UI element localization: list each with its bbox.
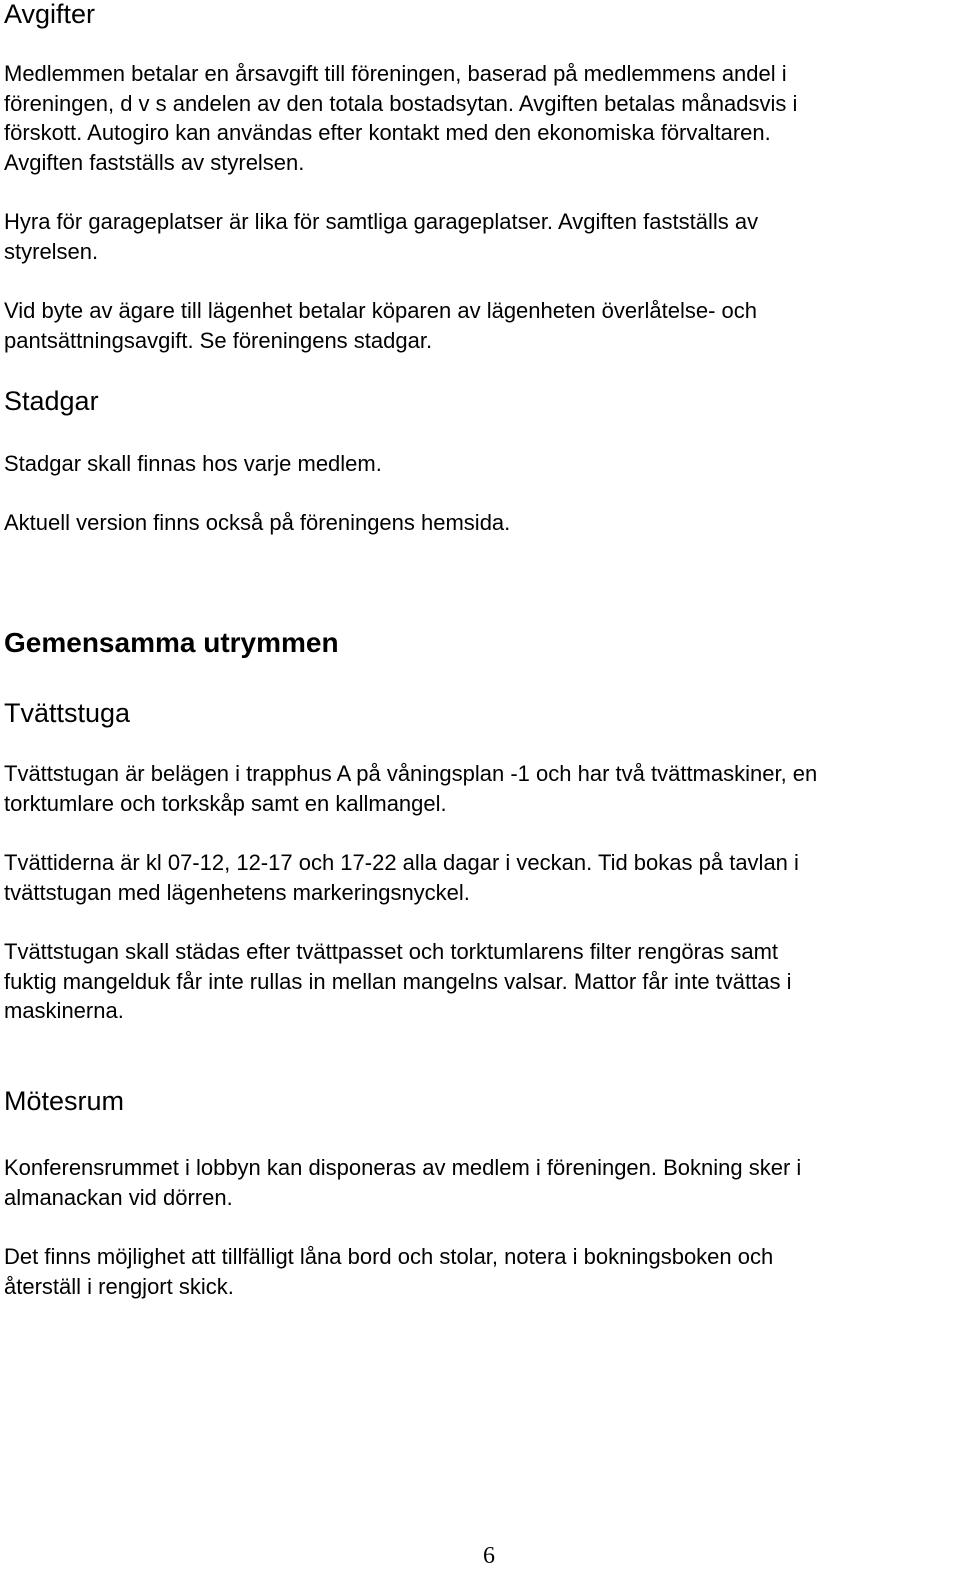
text-line: Vid byte av ägare till lägenhet betalar köparen av lägenheten överlåtelse- och	[4, 298, 757, 323]
text-line: torktumlare och torkskåp samt en kallmangel.	[4, 790, 447, 816]
text-line: återställ i rengjort skick.	[4, 1273, 234, 1299]
text-line: Hyra för garageplatser är lika för samtliga garageplatser. Avgiften fastställs av	[4, 209, 759, 234]
paragraph-avgifter-agarbyte	[4, 296, 757, 355]
text-line: almanackan vid dörren.	[4, 1184, 233, 1210]
paragraph-stadgar-medlem: Stadgar skall finnas hos varje medlem.	[4, 451, 382, 476]
text-line: fuktig mangelduk får inte rullas in mellan mangelns valsar. Mattor får inte tvättas i	[4, 968, 792, 994]
heading-motesrum: Mötesrum	[4, 1086, 125, 1116]
heading-stadgar: Stadgar	[4, 386, 99, 416]
text-line: Det finns möjlighet att tillfälligt låna bord och stolar, notera i bokningsboken och	[4, 1244, 774, 1269]
paragraph-motesrum-konferensrum	[4, 1153, 801, 1212]
text-line: Medlemmen betalar en årsavgift till föreningen, baserad på medlemmens andel i	[4, 61, 787, 86]
text-line: styrelsen.	[4, 238, 99, 264]
heading-avgifter: Avgifter	[4, 0, 96, 29]
text-line: pantsättningsavgift. Se föreningens stadgar.	[4, 327, 433, 353]
text-line: tvättstugan med lägenhetens markeringsnyckel.	[4, 879, 470, 905]
paragraph-tvattstuga-tvattider	[4, 848, 799, 907]
text-line: Konferensrummet i lobbyn kan disponeras av medlem i föreningen. Bokning sker i	[4, 1155, 802, 1180]
heading-gemensamma-utrymmen: Gemensamma utrymmen	[4, 627, 339, 658]
text-line: föreningen, d v s andelen av den totala bostadsytan. Avgiften betalas månadsvis i	[4, 90, 798, 116]
text-line: Tvättstugan skall städas efter tvättpasset och torktumlarens filter rengöras samt	[4, 939, 779, 964]
text-line: Tvättiderna är kl 07-12, 12-17 och 17-22 alla dagar i veckan. Tid bokas på tavlan i	[4, 850, 799, 875]
paragraph-tvattstuga-placering	[4, 759, 817, 818]
paragraph-tvattstuga-stadning	[4, 937, 791, 1026]
text-line: Tvättstugan är belägen i trapphus A på våningsplan -1 och har två tvättmaskiner, en	[4, 761, 818, 786]
paragraph-stadgar-hemsida: Aktuell version finns också på föreningens hemsida.	[4, 510, 511, 535]
paragraph-avgifter-garage	[4, 207, 758, 266]
paragraph-avgifter-arsavgift	[4, 59, 797, 177]
page-number: 6	[483, 1543, 495, 1569]
paragraph-motesrum-lana	[4, 1242, 773, 1301]
text-line: maskinerna.	[4, 998, 124, 1023]
text-line: Avgiften fastställs av styrelsen.	[4, 149, 305, 175]
text-line: förskott. Autogiro kan användas efter kontakt med den ekonomiska förvaltaren.	[4, 120, 771, 145]
heading-tvattstuga: Tvättstuga	[4, 698, 131, 728]
